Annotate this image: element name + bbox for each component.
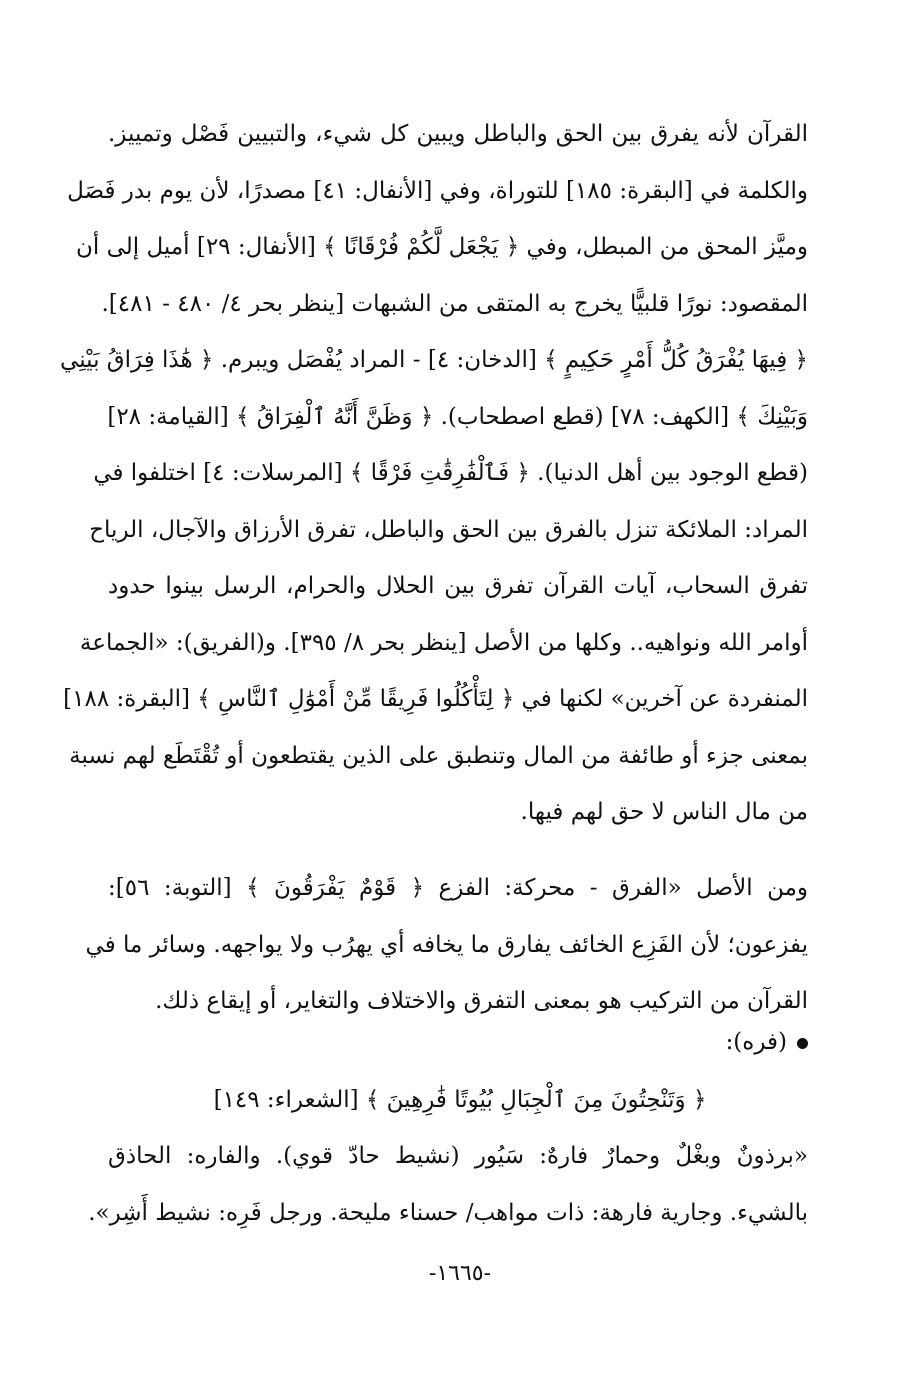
text-line: أوامر الله ونواهيه.. وكلها من الأصل [ينظر بحر ٨/ ٣٩٥]. و(الفريق): «الجماعة <box>79 629 808 656</box>
text-line: المقصود: نورًا قلبيًّا يخرج به المتقى من الشبهات [ينظر بحر ٤/ ٤٨٠ - ٤٨١]. <box>101 290 808 317</box>
paragraph-fareh-definition <box>88 1128 808 1241</box>
entry-heading <box>108 1014 808 1070</box>
paragraph-farq-meanings <box>60 106 808 841</box>
text-line: من مال الناس لا حق لهم فيها. <box>520 799 808 825</box>
text-line: المنفردة عن آخرين» لكنها في ﴿ لِتَأْكُلُوا فَرِيقًا مِّنْ أَمْوَٰلِ ٱلنَّاسِ ﴾ [البقرة: ١٨٨] <box>63 686 808 712</box>
text-line: بمعنى جزء أو طائفة من المال وتنطبق على الذين يقتطعون أو تُقْتَطَع لهم نسبة <box>69 742 808 769</box>
text-line: والكلمة في [البقرة: ١٨٥] للتوراة، وفي [الأنفال: ٤١] مصدرًا، لأن يوم بدر فَصَل <box>67 177 808 204</box>
entry-heading-text: (فره): <box>725 1029 787 1055</box>
text-line: يفزعون؛ لأن الفَزِع الخائف يفارق ما يخافه أي يهرُب ولا يواجهه. وسائر ما في <box>85 931 808 958</box>
text-line: وَبَيْنِكَ ﴾ [الكهف: ٧٨] (قطع اصطحاب). ﴿ وَظَنَّ أَنَّهُ ٱلْفِرَاقُ ﴾ [القيامة: ٢٨] <box>107 403 808 430</box>
text-line: ﴿ فِيهَا يُفْرَقُ كُلُّ أَمْرٍ حَكِيمٍ ﴾ [الدخان: ٤] - المراد يُفْصَل ويبرم. ﴿ هَٰذَا فِرَاقُ بَيْنِي <box>60 347 808 373</box>
text-line: وميَّز المحق من المبطل، وفي ﴿ يَجْعَل لَّكُمْ فُرْقَانًا ﴾ [الأنفال: ٢٩] أميل إلى أن <box>75 234 808 260</box>
text-line: القرآن من التركيب هو بمعنى التفرق والاختلاف والتغاير، أو إيقاع ذلك. <box>155 988 808 1014</box>
text-line: ومن الأصل «الفرق - محركة: الفزع ﴿ قَوْمٌ يَفْرَقُونَ ﴾ [التوبة: ٥٦]: <box>108 875 808 901</box>
bullet-icon <box>797 1038 808 1049</box>
text-line: تفرق السحاب، آيات القرآن تفرق بين الحلال والحرام، الرسل بينوا حدود <box>108 573 808 599</box>
text-line: «برذونٌ وبغْلٌ وحمارٌ فارهٌ: سَيُور (نشيط حادّ قوي). والفاره: الحاذق <box>108 1143 808 1169</box>
paragraph-farq-fear <box>85 860 808 1030</box>
page-number: -١٦٦٥- <box>428 1261 492 1286</box>
quran-verse: ﴿ وَتَنْحِتُونَ مِنَ ٱلْجِبَالِ بُيُوتًا فَٰرِهِينَ ﴾ [الشعراء: ١٤٩] <box>213 1087 707 1113</box>
text-line: القرآن لأنه يفرق بين الحق والباطل ويبين كل شيء، والتبيين فَصْل وتمييز. <box>108 121 808 147</box>
text-line: (قطع الوجود بين أهل الدنيا). ﴿ فَٱلْفَٰرِقَٰتِ فَرْقًا ﴾ [المرسلات: ٤] اختلفوا في <box>93 460 808 486</box>
text-line: المراد: الملائكة تنزل بالفرق بين الحق والباطل، تفرق الأرزاق والآجال، الرياح <box>89 516 808 543</box>
text-line: بالشيء. وجارية فارهة: ذات مواهب/ حسناء مليحة. ورجل فَرِه: نشيط أَشِر». <box>88 1199 808 1226</box>
